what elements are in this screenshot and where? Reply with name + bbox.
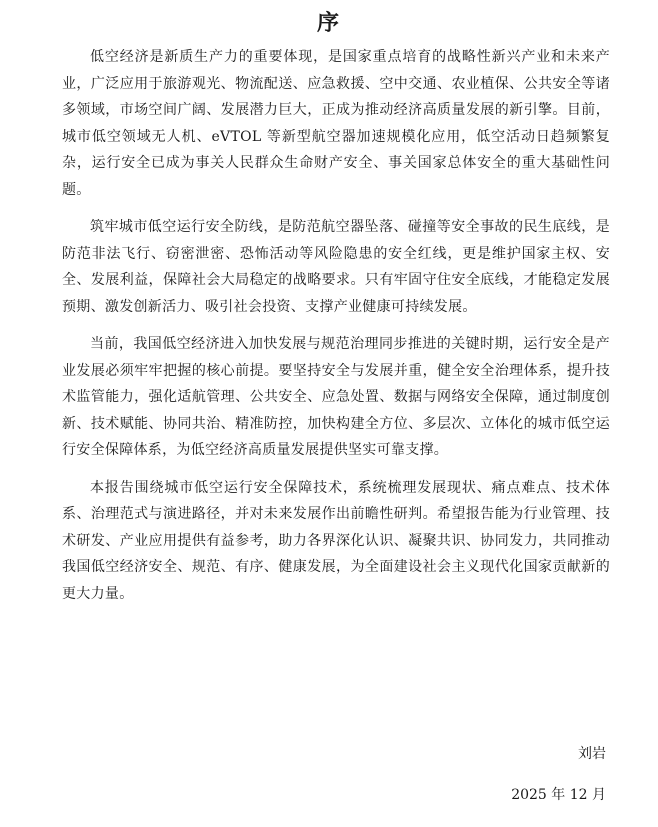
document-body [62, 44, 610, 618]
paragraph-1: 低空经济是新质生产力的重要体现，是国家重点培育的战略性新兴产业和未来产业，广泛应用于旅游观光、物流配送、应急救援、空中交通、农业植保、公共安全等诸多领域，市场空间广阔、发展潜力巨大，正成为推动经济高质量发展的新引擎。目前，城市低空领域无人机、eVTOL 等新型航空器加速规模化应用，低空活动日趋频繁复杂，运行安全已成为事关人民群众生命财产安全、事关国家总体安全的重大基础性问题。 [62, 49, 610, 198]
paragraph-2: 筑牢城市低空运行安全防线，是防范航空器坠落、碰撞等安全事故的民生底线，是防范非法飞行、窃密泄密、恐怖活动等风险隐患的安全红线，更是维护国家主权、安全、发展利益，保障社会大局稳定的战略要求。只有牢固守住安全底线，才能稳定发展预期、激发创新活力、吸引社会投资、支撑产业健康可持续发展。 [62, 219, 610, 315]
author-signature: 刘岩 [578, 746, 606, 762]
document-date: 2025 年 12 月 [511, 787, 606, 803]
paragraph-3: 当前，我国低空经济进入加快发展与规范治理同步推进的关键时期，运行安全是产业发展必须牢牢把握的核心前提。要坚持安全与发展并重，健全安全治理体系，提升技术监管能力，强化适航管理、公共安全、应急处置、数据与网络安全保障，通过制度创新、技术赋能、协同共治、精准防控，加快构建全方位、多层次、立体化的城市低空运行安全保障体系，为低空经济高质量发展提供坚实可靠支撑。 [62, 336, 610, 458]
page-title: 序 [316, 10, 341, 36]
paragraph-4: 本报告围绕城市低空运行安全保障技术，系统梳理发展现状、痛点难点、技术体系、治理范式与演进路径，并对未来发展作出前瞻性研判。希望报告能为行业管理、技术研发、产业应用提供有益参考，助力各界深化认识、凝聚共识、协同发力，共同推动我国低空经济安全、规范、有序、健康发展，为全面建设社会主义现代化国家贡献新的更大力量。 [62, 479, 610, 602]
